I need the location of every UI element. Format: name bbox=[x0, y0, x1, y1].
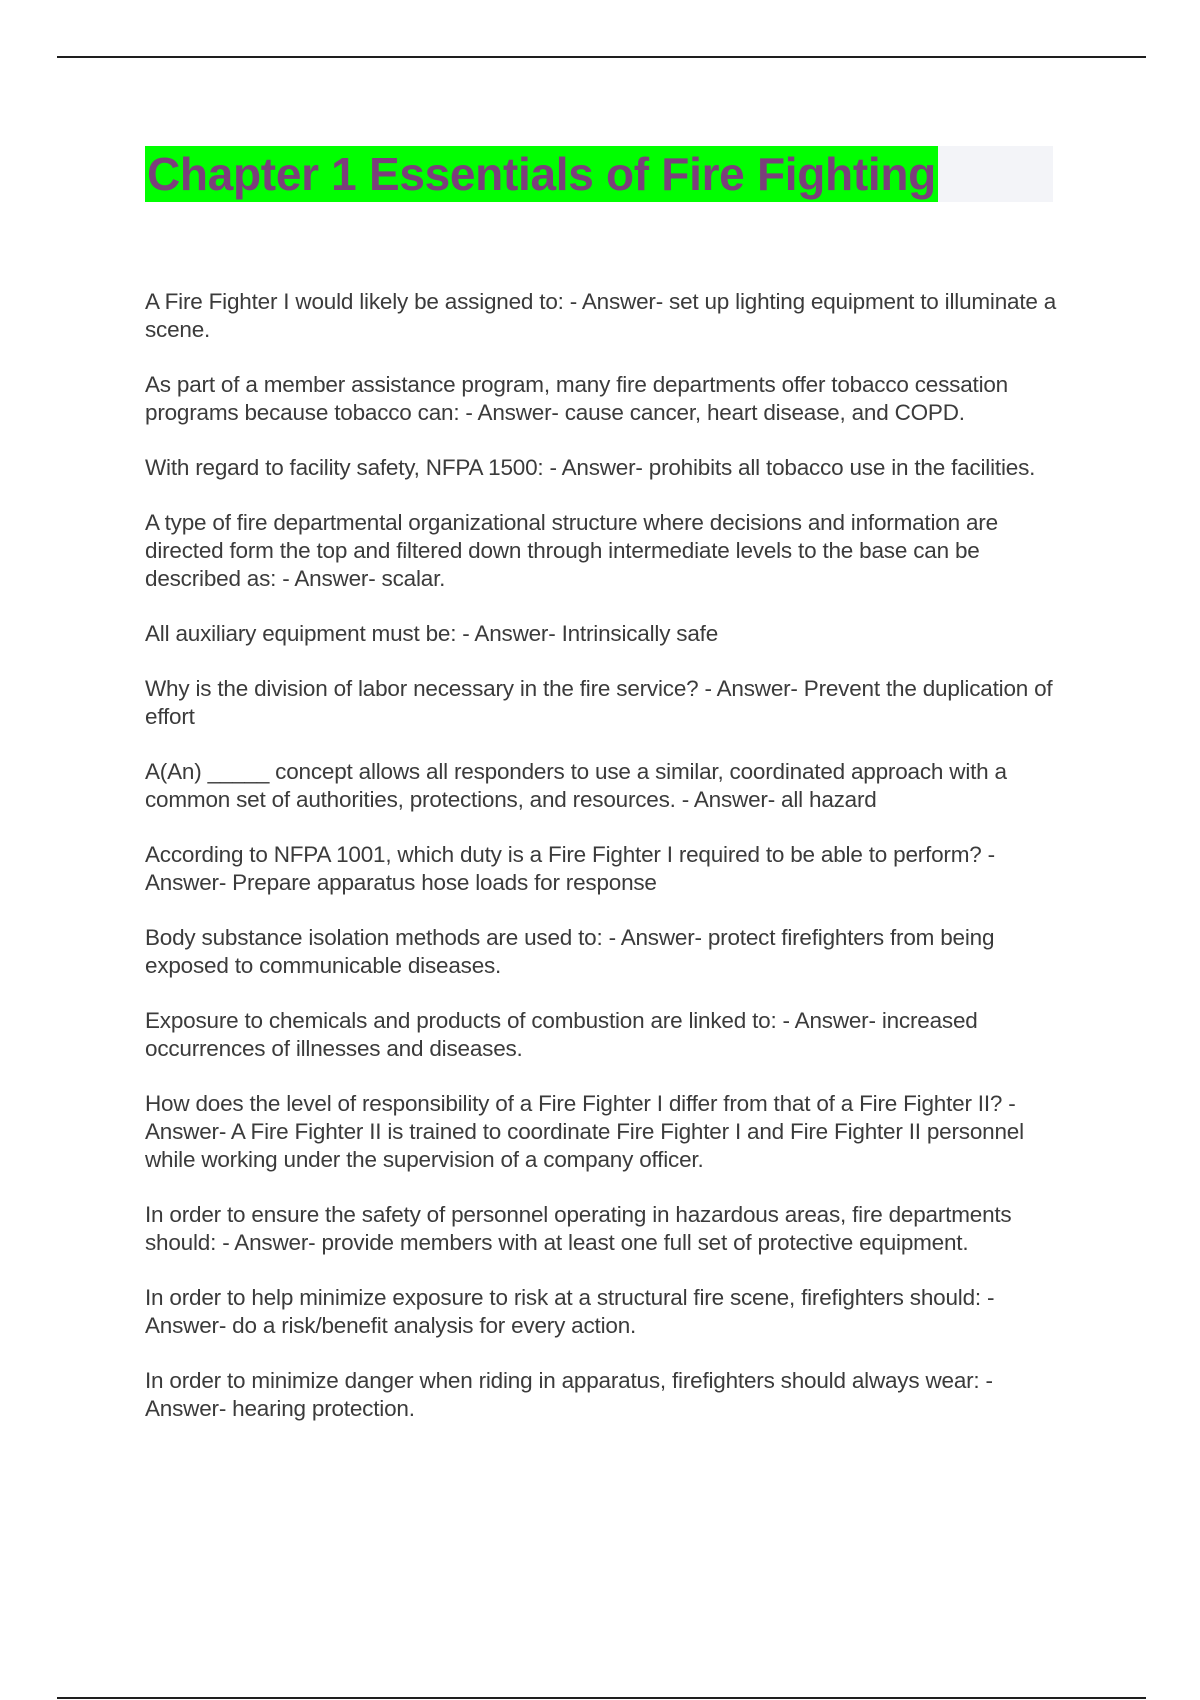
page-title: Chapter 1 Essentials of Fire Fighting bbox=[147, 148, 936, 200]
qa-item: A(An) _____ concept allows all responders to use a similar, coordinated approach with a common set of authorities, protections, and resources. - Answer- all hazard bbox=[145, 759, 1007, 812]
qa-item: A Fire Fighter I would likely be assigned to: - Answer- set up lighting equipment to illuminate a scene. bbox=[145, 289, 1057, 342]
title-block bbox=[145, 146, 1053, 202]
qa-item: Body substance isolation methods are used to: - Answer- protect firefighters from being exposed to communicable diseases. bbox=[145, 925, 995, 978]
qa-item: According to NFPA 1001, which duty is a Fire Fighter I required to be able to perform? - Answer- Prepare apparatus hose loads for response bbox=[145, 842, 995, 895]
qa-item: With regard to facility safety, NFPA 1500: - Answer- prohibits all tobacco use in the facilities. bbox=[145, 455, 1036, 480]
header-rule bbox=[57, 56, 1146, 58]
qa-list bbox=[145, 288, 1065, 1450]
qa-item: Why is the division of labor necessary in the fire service? - Answer- Prevent the duplication of effort bbox=[145, 676, 1053, 729]
qa-item: All auxiliary equipment must be: - Answer- Intrinsically safe bbox=[145, 621, 719, 646]
qa-item: In order to ensure the safety of personnel operating in hazardous areas, fire departments should: - Answer- provide members with at least one full set of protective equipment. bbox=[145, 1202, 1012, 1255]
footer-rule bbox=[57, 1697, 1146, 1699]
qa-item: In order to help minimize exposure to risk at a structural fire scene, firefighters should: - Answer- do a risk/benefit analysis for every action. bbox=[145, 1285, 995, 1338]
qa-item: Exposure to chemicals and products of combustion are linked to: - Answer- increased occurrences of illnesses and diseases. bbox=[145, 1008, 978, 1061]
qa-item: How does the level of responsibility of a Fire Fighter I differ from that of a Fire Fighter II? - Answer- A Fire Fighter II is trained to coordinate Fire Fighter I and Fire Fighter II personnel while working under the supervision of a company officer. bbox=[145, 1091, 1024, 1172]
qa-item: In order to minimize danger when riding in apparatus, firefighters should always wear: - Answer- hearing protection. bbox=[145, 1368, 993, 1421]
qa-item: As part of a member assistance program, many fire departments offer tobacco cessation programs because tobacco can: - Answer- cause cancer, heart disease, and COPD. bbox=[145, 372, 1008, 425]
qa-item: A type of fire departmental organizational structure where decisions and information are directed form the top and filtered down through intermediate levels to the base can be described as: - Answer- scalar. bbox=[145, 510, 998, 591]
